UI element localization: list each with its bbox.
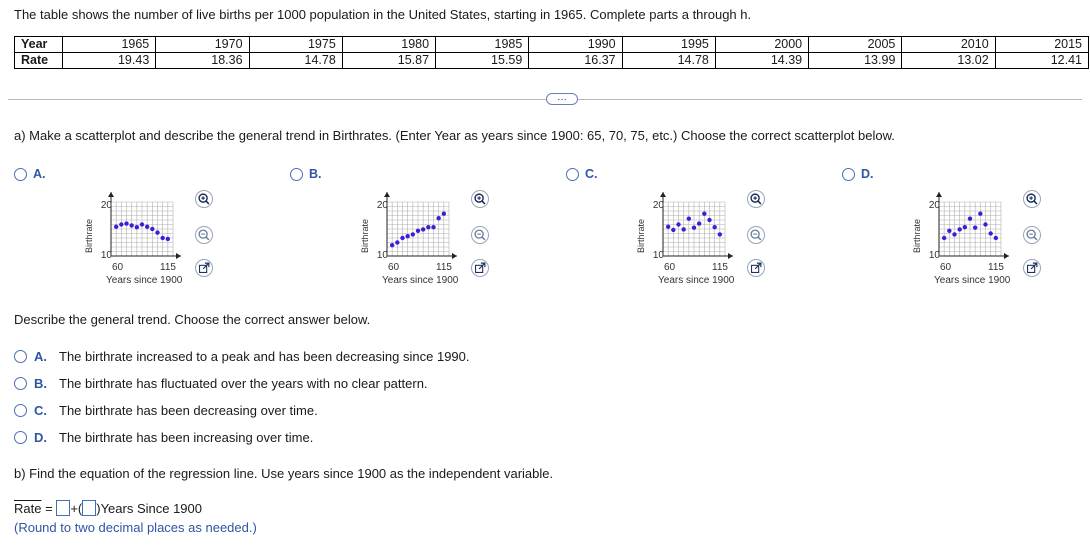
data-point bbox=[160, 236, 164, 240]
x-axis-arrow bbox=[452, 253, 457, 259]
zoom-in-icon bbox=[748, 191, 764, 207]
choice-text: The birthrate has been decreasing over time. bbox=[59, 403, 318, 418]
zoom-in-icon bbox=[1024, 191, 1040, 207]
popout-icon bbox=[196, 260, 212, 276]
data-point bbox=[702, 212, 706, 216]
y-tick-label: 20 bbox=[652, 200, 664, 211]
x-axis-title: Years since 1900 bbox=[658, 275, 735, 286]
zoom-in-button[interactable] bbox=[471, 190, 489, 208]
slope-input[interactable] bbox=[82, 500, 96, 516]
choice-radio[interactable] bbox=[14, 350, 27, 363]
data-point bbox=[436, 216, 440, 220]
choice-text: The birthrate has been increasing over time. bbox=[59, 430, 314, 445]
data-point bbox=[988, 231, 992, 235]
table-cell: 13.99 bbox=[809, 53, 902, 69]
data-point bbox=[963, 225, 967, 229]
data-point bbox=[707, 218, 711, 222]
zoom-in-button[interactable] bbox=[1023, 190, 1041, 208]
option-letter: C. bbox=[585, 167, 598, 181]
option-radio[interactable] bbox=[290, 168, 303, 181]
table-cell: 12.41 bbox=[995, 53, 1088, 69]
table-cell: 13.02 bbox=[902, 53, 995, 69]
data-point bbox=[687, 216, 691, 220]
data-point bbox=[421, 227, 425, 231]
zoom-out-button[interactable] bbox=[747, 226, 765, 244]
y-axis-title: Birthrate bbox=[636, 218, 646, 253]
scatterplot bbox=[935, 190, 1023, 260]
y-axis-arrow bbox=[936, 192, 942, 197]
section-divider bbox=[8, 99, 1082, 100]
zoom-out-button[interactable] bbox=[195, 226, 213, 244]
y-axis-arrow bbox=[660, 192, 666, 197]
table-cell: 15.87 bbox=[342, 53, 435, 69]
data-point bbox=[442, 212, 446, 216]
x-tick-label: 60 bbox=[388, 262, 400, 273]
data-point bbox=[973, 225, 977, 229]
x-tick-label: 60 bbox=[940, 262, 952, 273]
choice-letter: B. bbox=[34, 376, 47, 391]
data-point bbox=[983, 222, 987, 226]
table-cell: 2005 bbox=[809, 37, 902, 53]
table-row-years bbox=[15, 37, 1089, 53]
x-tick-label: 60 bbox=[664, 262, 676, 273]
data-point bbox=[395, 240, 399, 244]
part-b-prompt: b) Find the equation of the regression line. Use years since 1900 as the independent variable. bbox=[14, 466, 554, 481]
popout-button[interactable] bbox=[747, 259, 765, 277]
scatterplot bbox=[383, 190, 471, 260]
table-cell: 1995 bbox=[622, 37, 715, 53]
popout-icon bbox=[748, 260, 764, 276]
zoom-in-button[interactable] bbox=[747, 190, 765, 208]
choice-radio[interactable] bbox=[14, 431, 27, 444]
data-point bbox=[718, 232, 722, 236]
y-tick-label: 10 bbox=[100, 250, 112, 261]
zoom-in-icon bbox=[196, 191, 212, 207]
data-point bbox=[411, 232, 415, 236]
data-point bbox=[692, 225, 696, 229]
x-tick-label: 115 bbox=[712, 262, 728, 273]
y-tick-label: 20 bbox=[928, 200, 940, 211]
zoom-out-icon bbox=[1024, 227, 1040, 243]
popout-icon bbox=[1024, 260, 1040, 276]
data-point bbox=[942, 236, 946, 240]
zoom-out-icon bbox=[748, 227, 764, 243]
x-axis-arrow bbox=[176, 253, 181, 259]
data-point bbox=[978, 212, 982, 216]
zoom-out-button[interactable] bbox=[1023, 226, 1041, 244]
table-cell: 1970 bbox=[156, 37, 249, 53]
x-tick-label: 115 bbox=[436, 262, 452, 273]
data-point bbox=[124, 221, 128, 225]
table-cell: 1980 bbox=[342, 37, 435, 53]
y-tick-label: 20 bbox=[100, 200, 112, 211]
table-cell: 1985 bbox=[436, 37, 529, 53]
expand-more-button[interactable]: … bbox=[546, 93, 578, 105]
table-cell: 2015 bbox=[995, 37, 1088, 53]
choice-radio[interactable] bbox=[14, 404, 27, 417]
zoom-out-icon bbox=[196, 227, 212, 243]
table-cell: 1965 bbox=[63, 37, 156, 53]
option-radio[interactable] bbox=[842, 168, 855, 181]
choice-letter: C. bbox=[34, 403, 47, 418]
data-point bbox=[426, 225, 430, 229]
y-axis-title: Birthrate bbox=[912, 218, 922, 253]
data-point bbox=[150, 227, 154, 231]
zoom-in-icon bbox=[472, 191, 488, 207]
y-axis-arrow bbox=[384, 192, 390, 197]
choice-letter: A. bbox=[34, 349, 47, 364]
part-a-prompt: a) Make a scatterplot and describe the general trend in Birthrates. (Enter Year as years since 1900: 65, 70, 75, etc.) Choose the correct scatterplot below. bbox=[14, 128, 895, 143]
y-axis-title: Birthrate bbox=[360, 218, 370, 253]
x-axis-title: Years since 1900 bbox=[934, 275, 1011, 286]
scatterplot bbox=[107, 190, 195, 260]
option-letter: A. bbox=[33, 167, 46, 181]
x-axis-arrow bbox=[1004, 253, 1009, 259]
popout-button[interactable] bbox=[195, 259, 213, 277]
data-point bbox=[405, 234, 409, 238]
data-point bbox=[400, 236, 404, 240]
scatterplot bbox=[659, 190, 747, 260]
table-cell: 14.78 bbox=[249, 53, 342, 69]
equation-suffix: )Years Since 1900 bbox=[96, 501, 202, 516]
y-tick-label: 10 bbox=[376, 250, 388, 261]
choice-radio[interactable] bbox=[14, 377, 27, 390]
popout-button[interactable] bbox=[471, 259, 489, 277]
zoom-out-icon bbox=[472, 227, 488, 243]
option-letter: B. bbox=[309, 167, 322, 181]
equation-plus: +( bbox=[70, 501, 83, 516]
table-cell: 2010 bbox=[902, 37, 995, 53]
describe-prompt: Describe the general trend. Choose the correct answer below. bbox=[14, 312, 371, 327]
data-point bbox=[957, 227, 961, 231]
table-cell: 1990 bbox=[529, 37, 622, 53]
choice-text: The birthrate has fluctuated over the years with no clear pattern. bbox=[59, 376, 428, 391]
zoom-out-button[interactable] bbox=[471, 226, 489, 244]
data-point bbox=[968, 216, 972, 220]
regression-equation bbox=[14, 500, 202, 516]
rate-header: Rate bbox=[15, 53, 63, 69]
popout-icon bbox=[472, 260, 488, 276]
table-cell: 15.59 bbox=[436, 53, 529, 69]
zoom-in-button[interactable] bbox=[195, 190, 213, 208]
x-axis-title: Years since 1900 bbox=[106, 275, 183, 286]
data-point bbox=[390, 243, 394, 247]
data-point bbox=[416, 229, 420, 233]
rounding-note: (Round to two decimal places as needed.) bbox=[14, 520, 257, 535]
option-radio[interactable] bbox=[14, 168, 27, 181]
x-tick-label: 115 bbox=[988, 262, 1004, 273]
year-header: Year bbox=[15, 37, 63, 53]
table-cell: 14.39 bbox=[715, 53, 808, 69]
data-point bbox=[140, 222, 144, 226]
y-tick-label: 20 bbox=[376, 200, 388, 211]
choice-letter: D. bbox=[34, 430, 47, 445]
problem-intro: The table shows the number of live births per 1000 population in the United States, starting in 1965. Complete parts a through h. bbox=[14, 7, 752, 22]
data-point bbox=[666, 225, 670, 229]
table-cell: 16.37 bbox=[529, 53, 622, 69]
equation-lhs: Rate bbox=[14, 501, 42, 516]
data-point bbox=[712, 225, 716, 229]
grid bbox=[111, 202, 173, 256]
data-point bbox=[676, 222, 680, 226]
y-axis-title: Birthrate bbox=[84, 218, 94, 253]
table-cell: 2000 bbox=[715, 37, 808, 53]
data-point bbox=[119, 222, 123, 226]
data-point bbox=[145, 225, 149, 229]
option-radio[interactable] bbox=[566, 168, 579, 181]
data-point bbox=[952, 232, 956, 236]
data-point bbox=[697, 221, 701, 225]
x-axis-title: Years since 1900 bbox=[382, 275, 459, 286]
data-point bbox=[994, 236, 998, 240]
x-axis-arrow bbox=[728, 253, 733, 259]
data-point bbox=[166, 237, 170, 241]
data-point bbox=[155, 230, 159, 234]
data-point bbox=[135, 225, 139, 229]
option-letter: D. bbox=[861, 167, 874, 181]
y-tick-label: 10 bbox=[652, 250, 664, 261]
y-tick-label: 10 bbox=[928, 250, 940, 261]
table-cell: 19.43 bbox=[63, 53, 156, 69]
table-cell: 18.36 bbox=[156, 53, 249, 69]
data-point bbox=[671, 228, 675, 232]
y-axis-arrow bbox=[108, 192, 114, 197]
x-tick-label: 115 bbox=[160, 262, 176, 273]
x-tick-label: 60 bbox=[112, 262, 124, 273]
birthrate-table bbox=[14, 36, 1089, 69]
table-row-rates bbox=[15, 53, 1089, 69]
data-point bbox=[947, 229, 951, 233]
choice-text: The birthrate increased to a peak and has been decreasing since 1990. bbox=[59, 349, 470, 364]
intercept-input[interactable] bbox=[56, 500, 70, 516]
data-point bbox=[114, 225, 118, 229]
table-cell: 14.78 bbox=[622, 53, 715, 69]
data-point bbox=[431, 225, 435, 229]
data-point bbox=[681, 227, 685, 231]
data-point bbox=[129, 223, 133, 227]
equation-equals: = bbox=[41, 501, 53, 516]
table-cell: 1975 bbox=[249, 37, 342, 53]
popout-button[interactable] bbox=[1023, 259, 1041, 277]
